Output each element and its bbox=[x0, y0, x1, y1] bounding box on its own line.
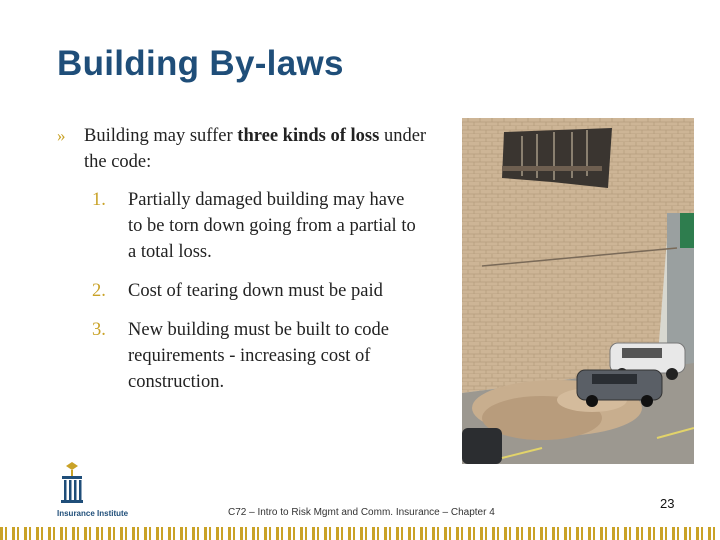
slide-title: Building By-laws bbox=[57, 44, 344, 83]
item-number: 2. bbox=[92, 281, 106, 301]
main-bullet bbox=[57, 123, 427, 175]
bullet-mark: » bbox=[57, 126, 66, 145]
damaged-building-photo bbox=[462, 118, 694, 464]
list-item bbox=[92, 278, 422, 304]
page-number: 23 bbox=[660, 496, 675, 511]
item-text: New building must be built to code requirements - increasing cost of construction. bbox=[128, 320, 390, 392]
decorative-bottom-bar bbox=[0, 527, 720, 540]
numbered-list bbox=[92, 187, 422, 408]
item-text: Partially damaged building may have to be torn down going from a partial to a total loss. bbox=[128, 190, 416, 262]
bullet-suffix: under the code: bbox=[84, 126, 427, 172]
list-item bbox=[92, 317, 422, 395]
footer-course-text: C72 – Intro to Risk Mgmt and Comm. Insurance – Chapter 4 bbox=[228, 507, 495, 518]
item-text: Cost of tearing down must be paid bbox=[128, 281, 383, 301]
item-number: 1. bbox=[92, 190, 106, 210]
bullet-prefix: Building may suffer bbox=[84, 126, 238, 146]
logo-text: Insurance Institute bbox=[57, 509, 129, 518]
bullet-text bbox=[84, 123, 427, 175]
item-number: 3. bbox=[92, 320, 106, 340]
list-item bbox=[92, 187, 422, 265]
bullet-bold: three kinds of loss bbox=[237, 126, 380, 146]
